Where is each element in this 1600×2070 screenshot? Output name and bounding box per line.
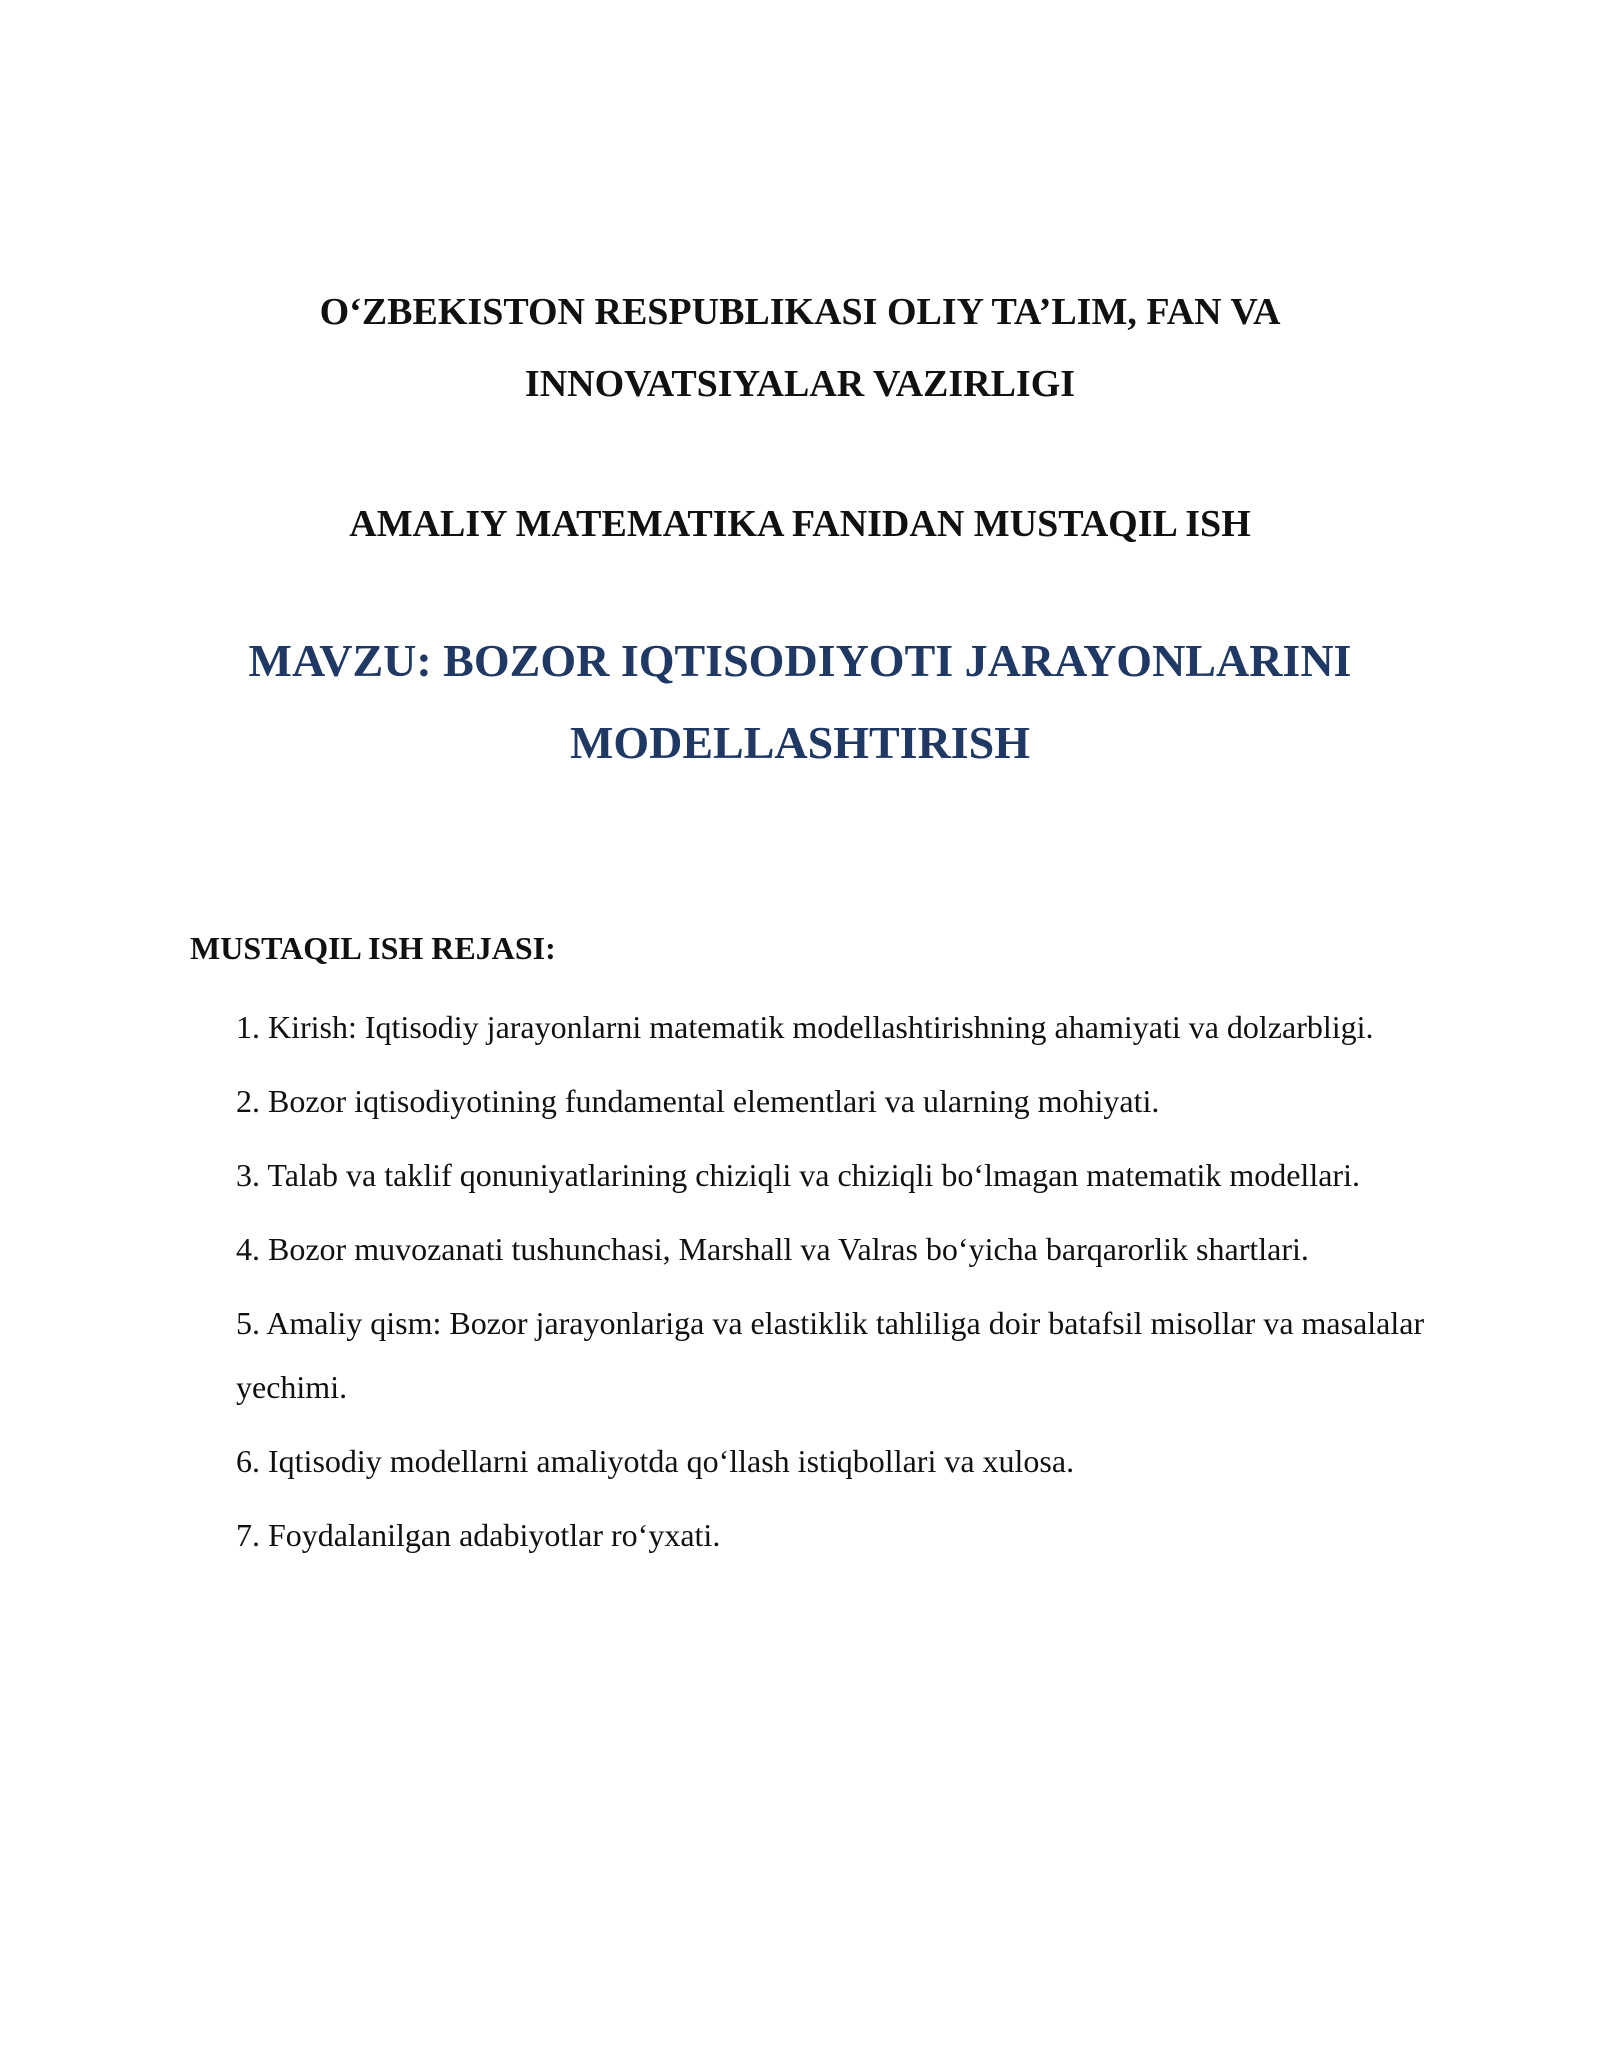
ministry-title-line-1: O‘ZBEKISTON RESPUBLIKASI OLIY TA’LIM, FAN VA	[319, 291, 1281, 333]
plan-item: 7. Foydalanilgan adabiyotlar ro‘yxati.	[236, 1517, 721, 1553]
plan-item: 3. Talab va taklif qonuniyatlarining chiziqli va chiziqli bo‘lmagan matematik modellari.	[236, 1157, 1360, 1193]
plan-heading: MUSTAQIL ISH REJASI:	[190, 930, 556, 966]
plan-item: 6. Iqtisodiy modellarni amaliyotda qo‘llash istiqbollari va xulosa.	[236, 1443, 1075, 1479]
subject-title: AMALIY MATEMATIKA FANIDAN MUSTAQIL ISH	[349, 503, 1251, 545]
topic-title	[150, 620, 1450, 784]
plan-list	[236, 995, 1446, 1577]
topic-title-line-2: MODELLASHTIRISH	[569, 717, 1031, 768]
plan-item: 1. Kirish: Iqtisodiy jarayonlarni matematik modellashtirishning ahamiyati va dolzarbligi.	[236, 1009, 1374, 1045]
plan-item: 4. Bozor muvozanati tushunchasi, Marshall va Valras bo‘yicha barqarorlik shartlari.	[236, 1231, 1309, 1267]
plan-item: 2. Bozor iqtisodiyotining fundamental elementlari va ularning mohiyati.	[236, 1083, 1160, 1119]
topic-title-line-1: MAVZU: BOZOR IQTISODIYOTI JARAYONLARINI	[248, 635, 1352, 686]
ministry-title	[180, 276, 1420, 420]
ministry-title-line-2: INNOVATSIYALAR VAZIRLIGI	[524, 363, 1076, 405]
plan-item: 5. Amaliy qism: Bozor jarayonlariga va elastiklik tahliliga doir batafsil misollar va masalalar yechimi.	[236, 1305, 1425, 1405]
